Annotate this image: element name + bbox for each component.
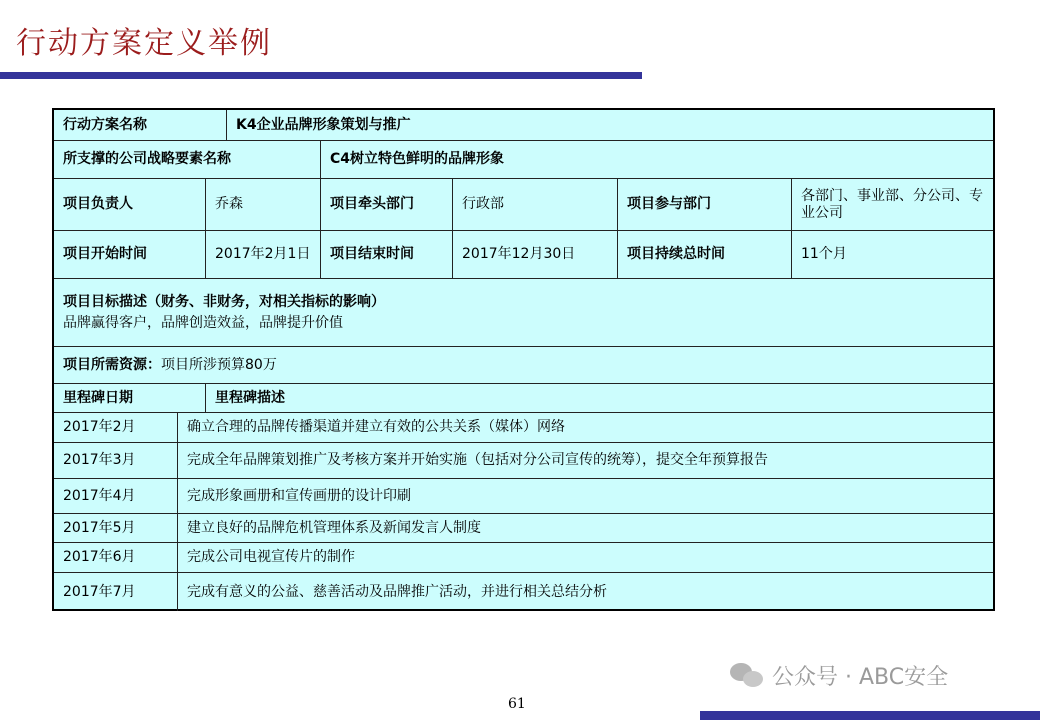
milestone-desc: 完成公司电视宣传片的制作	[187, 549, 355, 565]
start-value: 2017年2月1日	[206, 231, 321, 278]
milestone-desc-header: 里程碑描述	[215, 389, 285, 406]
milestone-date-header: 里程碑日期	[54, 384, 206, 412]
milestone-row	[54, 573, 993, 611]
milestone-row	[54, 514, 993, 543]
lead-dept-value: 行政部	[453, 179, 618, 230]
milestone-desc: 建立良好的品牌危机管理体系及新闻发言人制度	[187, 519, 481, 536]
resources-cell	[54, 347, 993, 383]
milestone-date: 2017年3月	[54, 443, 178, 478]
strategy-label: 所支撑的公司战略要素名称	[54, 141, 321, 178]
milestone-date: 2017年4月	[54, 479, 178, 513]
table-row	[54, 110, 993, 141]
milestone-desc: 完成有意义的公益、慈善活动及品牌推广活动，并进行相关总结分析	[187, 583, 607, 600]
action-plan-table	[52, 108, 995, 611]
participating-label: 项目参与部门	[618, 179, 792, 230]
watermark	[730, 660, 948, 691]
milestone-date: 2017年5月	[54, 514, 178, 542]
end-value: 2017年12月30日	[453, 231, 618, 278]
milestone-desc: 完成形象画册和宣传画册的设计印刷	[187, 487, 411, 504]
end-label: 项目结束时间	[321, 231, 453, 278]
resources-value: 项目所涉预算80万	[161, 356, 277, 373]
milestone-desc: 完成全年品牌策划推广及考核方案并开始实施（包括对分公司宣传的统筹），提交全年预算报告	[187, 452, 768, 468]
goal-cell	[54, 279, 993, 346]
owner-value: 乔森	[206, 179, 321, 230]
footer-bar	[700, 711, 1040, 720]
plan-name-label: 行动方案名称	[54, 110, 227, 140]
milestone-header-row	[54, 384, 993, 413]
table-row	[54, 141, 993, 179]
milestone-row	[54, 413, 993, 443]
start-label: 项目开始时间	[54, 231, 206, 278]
milestone-row	[54, 479, 993, 514]
milestone-date: 2017年2月	[54, 413, 178, 442]
milestone-desc: 确立合理的品牌传播渠道并建立有效的公共关系（媒体）网络	[187, 419, 565, 435]
participating-value: 各部门、事业部、分公司、专业公司	[801, 187, 983, 221]
milestone-row	[54, 443, 993, 479]
owner-label: 项目负责人	[54, 179, 206, 230]
table-row	[54, 279, 993, 347]
milestone-row	[54, 543, 993, 573]
duration-label: 项目持续总时间	[618, 231, 792, 278]
lead-dept-label: 项目牵头部门	[321, 179, 453, 230]
page-title: 行动方案定义举例	[16, 26, 272, 61]
duration-value: 11个月	[801, 246, 847, 262]
strategy-value: C4树立特色鲜明的品牌形象	[330, 151, 505, 167]
plan-name-value: K4企业品牌形象策划与推广	[236, 116, 411, 133]
milestone-date: 2017年6月	[54, 543, 178, 572]
wechat-icon	[730, 663, 764, 689]
page-number: 61	[508, 696, 526, 712]
resources-label: 项目所需资源：	[63, 356, 161, 373]
table-row	[54, 231, 993, 279]
table-row	[54, 179, 993, 231]
goal-value: 品牌赢得客户，品牌创造效益，品牌提升价值	[63, 314, 343, 331]
table-row	[54, 347, 993, 384]
title-underline-bar	[0, 72, 642, 79]
milestone-date: 2017年7月	[54, 573, 178, 611]
watermark-text: 公众号 · ABC安全	[772, 665, 949, 690]
goal-label: 项目目标描述（财务、非财务，对相关指标的影响）	[63, 293, 385, 310]
